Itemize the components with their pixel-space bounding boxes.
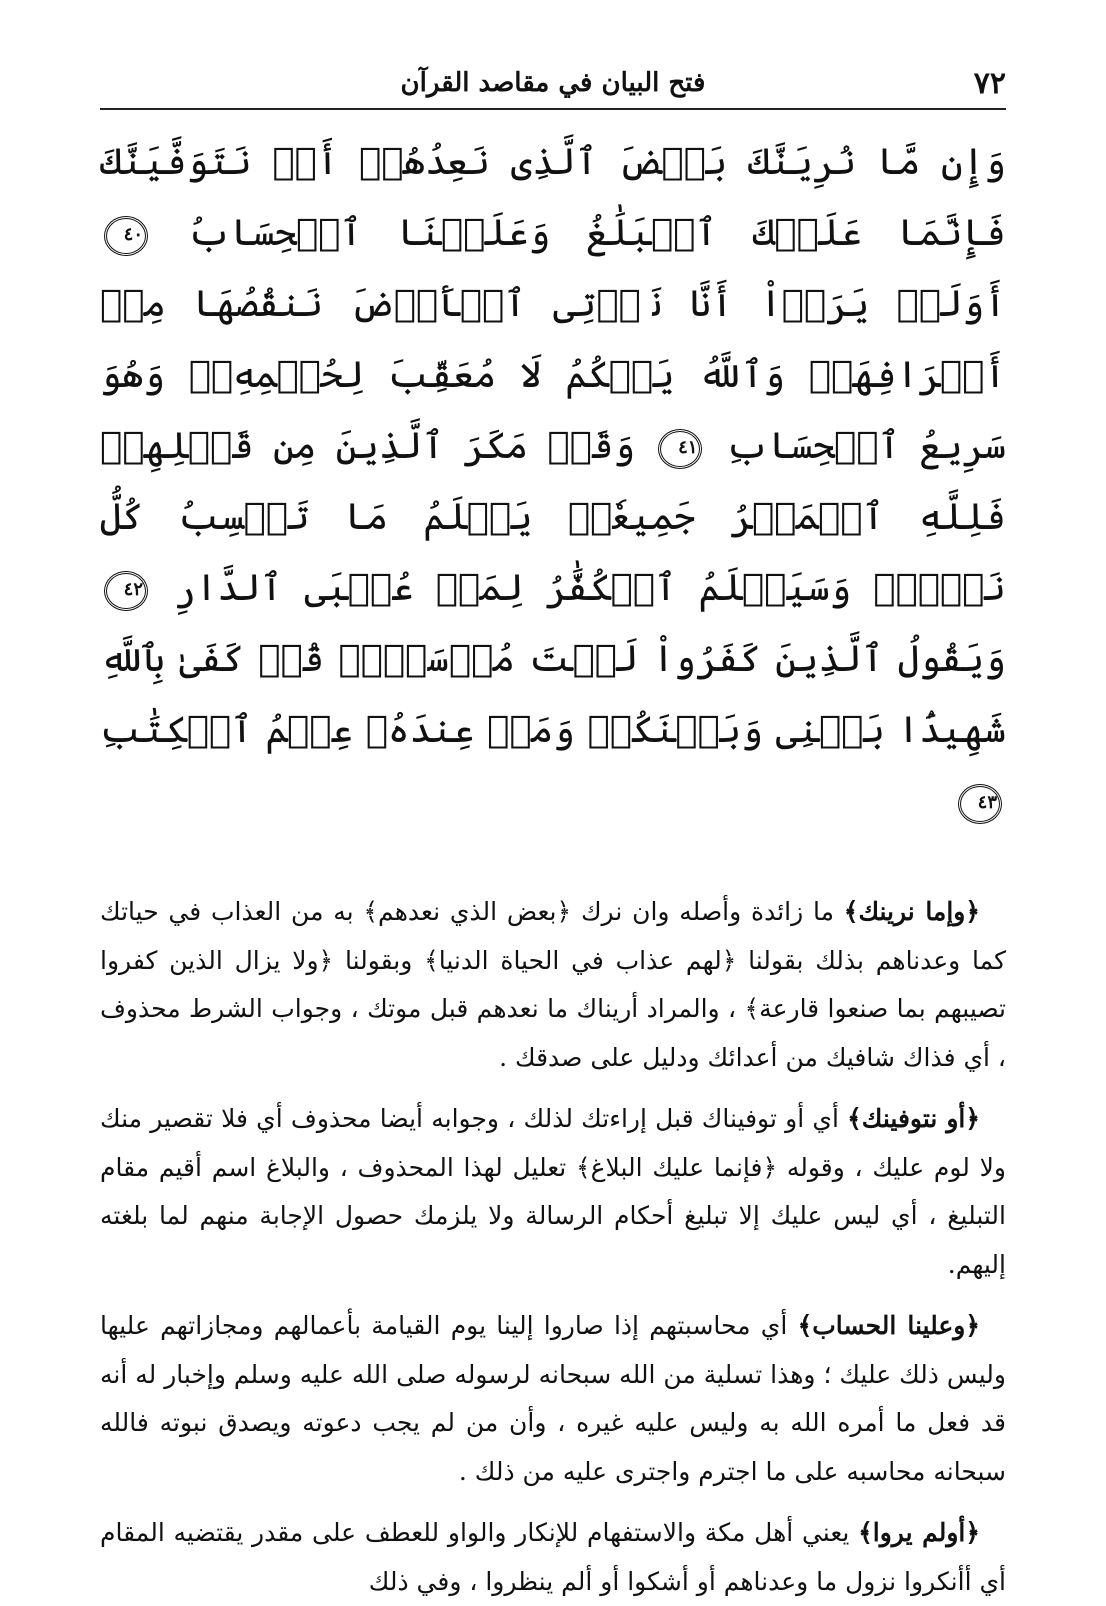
header-rule — [100, 108, 1006, 110]
ayah-number-marker: ٤٢ — [104, 571, 148, 611]
paragraph-text: أي أو توفيناك قبل إراءتك لذلك ، وجوابه أيضا محذوف أي فلا تقصير منك ولا لوم عليك ، وقوله ﴿فإنما عليك البلاغ﴾ تعليل لهذا المحذوف ، والبلاغ اسم أقيم مقام التبليغ ، أي ليس عليك إلا تبليغ أحكام الرسالة ولا يلزمك حصول الإجابة منهم لما بلغته إليهم. — [100, 1104, 1006, 1279]
commentary-paragraph — [100, 1095, 1006, 1289]
ayah-40-text: وَإِن مَّا نُرِيَنَّكَ بَعۡضَ ٱلَّذِى نَعِدُهُمۡ أَوۡ نَتَوَفَّيَنَّكَ فَإِنَّمَا عَلَيۡكَ ٱلۡبَلَٰغُ وَعَلَيۡنَا ٱلۡحِسَابُ — [100, 140, 1006, 254]
commentary-paragraph — [100, 1509, 1006, 1606]
quoted-phrase: ﴿وإما نرينك﴾ — [843, 897, 980, 926]
paragraph-text: ما زائدة وأصله وان نرك ﴿بعض الذي نعدهم﴾ به من العذاب في حياتك كما وعدناهم بذلك بقولنا ﴿لهم عذاب في الحياة الدنيا﴾ وبقولنا ﴿ولا يزال الذين كفروا تصيبهم بما صنعوا قارعة﴾ ، والمراد أريناك ما نعدهم قبل موتك ، وجواب الشرط محذوف ، أي فذاك شافيك من أعدائك ودليل على صدقك . — [100, 897, 1006, 1072]
quoted-phrase: ﴿أولم يروا﴾ — [858, 1518, 980, 1547]
paragraph-text: أي محاسبتهم إذا صاروا إلينا يوم القيامة بأعمالهم ومجازاتهم عليها وليس ذلك عليك ؛ وهذا تسلية من الله سبحانه لرسوله صلى الله عليه وسلم وإخبار له أنه قد فعل ما أمره الله به وليس عليه غيره ، وأن من لم يجب دعوته ويصدق نبوته فالله سبحانه محاسبه على ما اجترم واجترى عليه من ذلك . — [100, 1311, 1006, 1486]
ayah-43-text: وَيَقُولُ ٱلَّذِينَ كَفَرُواْ لَسۡتَ مُرۡسَلٗاۚ قُلۡ كَفَىٰ بِٱللَّهِ شَهِيدَۢا بَيۡنِى وَبَيۡنَكُمۡ وَمَنۡ عِندَهُۥ عِلۡمُ ٱلۡكِتَٰبِ — [100, 637, 1006, 751]
quoted-phrase: ﴿وعلينا الحساب﴾ — [797, 1311, 980, 1340]
ayah-number-marker: ٤١ — [658, 429, 702, 469]
commentary-paragraph — [100, 1302, 1006, 1496]
quran-text-block — [100, 126, 1006, 836]
ayah-41-text: أَوَلَمۡ يَرَوۡاْ أَنَّا نَأۡتِى ٱلۡأَرۡضَ نَنقُصُهَا مِنۡ أَطۡرَافِهَاۚ وَٱللَّهُ يَحۡكُمُ لَا مُعَقِّبَ لِحُكۡمِهِۦۚ وَهُوَ سَرِيعُ ٱلۡحِسَابِ — [100, 282, 1007, 467]
commentary-block — [100, 888, 1006, 1606]
ayah-42-text: وَقَدۡ مَكَرَ ٱلَّذِينَ مِن قَبۡلِهِمۡ فَلِلَّهِ ٱلۡمَكۡرُ جَمِيعٗاۖ يَعۡلَمُ مَا تَكۡسِبُ كُلُّ نَفۡسٖۗ وَسَيَعۡلَمُ ٱلۡكُفَّٰرُ لِمَنۡ عُقۡبَى ٱلدَّارِ — [100, 424, 1007, 609]
quoted-phrase: ﴿أو نتوفينك﴾ — [847, 1104, 980, 1133]
ayah-number-marker: ٤٣ — [958, 784, 1002, 824]
paragraph-text: يعني أهل مكة والاستفهام للإنكار والواو للعطف على مقدر يقتضيه المقام أي أأنكروا نزول ما وعدناهم أو أشكوا أو ألم ينظروا ، وفي ذلك — [100, 1518, 1006, 1596]
ayah-number-marker: ٤٠ — [104, 216, 148, 256]
running-title: فتح البيان في مقاصد القرآن — [400, 68, 706, 98]
commentary-paragraph — [100, 888, 1006, 1082]
book-page — [100, 60, 1007, 1596]
page-number: ٧٢ — [973, 66, 1006, 101]
page-header — [100, 60, 1006, 108]
